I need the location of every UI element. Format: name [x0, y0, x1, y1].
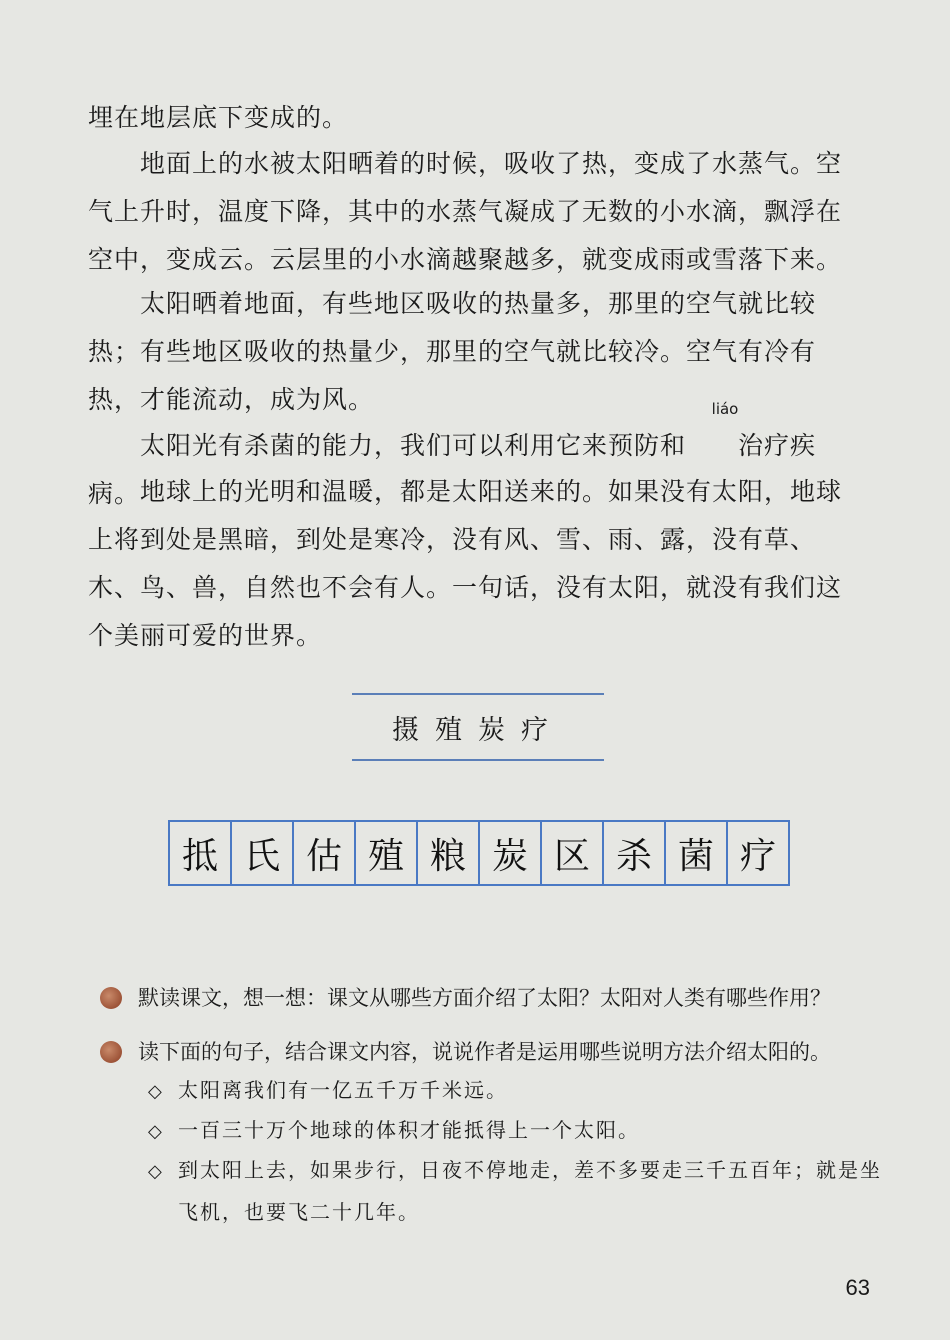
writing-cell: 估: [294, 822, 356, 884]
paragraph-2: 地面上的水被太阳晒着的时候，吸收了热，变成了水蒸气。空气上升时，温度下降，其中的水蒸气凝成了无数的小水滴，飘浮在空中，变成云。云层里的小水滴越聚越多，就变成雨或雪落下来。: [88, 149, 843, 274]
writing-cell: 氏: [232, 822, 294, 884]
question-1: [100, 983, 890, 1013]
writing-cell: 炭: [480, 822, 542, 884]
sentence-item-3: [148, 1150, 903, 1232]
writing-cell: 杀: [604, 822, 666, 884]
page-number: 63: [845, 1275, 870, 1300]
recognize-characters-box: 摄殖炭疗: [352, 693, 604, 761]
paragraph-4-text-after: 疗疾病。: [88, 431, 817, 508]
writing-grid: [168, 820, 790, 886]
ruby-char: [686, 400, 765, 470]
question-2: [100, 1037, 890, 1067]
writing-cell: 疗: [739, 835, 776, 877]
paragraph-1: 埋在地层底下变成的。: [88, 103, 349, 132]
writing-cell: 抵: [170, 822, 232, 884]
paragraph-4-text-before: 太阳光有杀菌的能力，我们可以利用它来预防和: [140, 431, 687, 460]
diamond-icon: ◇: [148, 1121, 162, 1142]
diamond-icon: ◇: [148, 1081, 162, 1102]
writing-cell: 菌: [666, 822, 728, 884]
question-2-text: 读下面的句子，结合课文内容，说说作者是运用哪些说明方法介绍太阳的。: [138, 1040, 831, 1064]
writing-cell: 殖: [356, 822, 418, 884]
writing-cell: 区: [542, 822, 604, 884]
sentence-2-text: 一百三十万个地球的体积才能抵得上一个太阳。: [178, 1118, 640, 1142]
ruby-base-char: 治: [738, 431, 765, 460]
question-bullet-icon: [100, 1041, 122, 1063]
sentence-item-2: [148, 1110, 873, 1152]
question-1-text: 默读课文，想一想：课文从哪些方面介绍了太阳？太阳对人类有哪些作用？: [138, 986, 831, 1010]
diamond-icon: ◇: [148, 1161, 162, 1182]
sentence-3-text: 到太阳上去，如果步行，日夜不停地走，差不多要走三千五百年；就是坐飞机，也要飞二十几年。: [178, 1158, 882, 1224]
pinyin-annotation: liáo: [711, 400, 739, 418]
paragraph-3: 太阳晒着地面，有些地区吸收的热量多，那里的空气就比较热；有些地区吸收的热量少，那里的空气就比较冷。空气有冷有热，才能流动，成为风。: [88, 289, 817, 414]
sentence-1-text: 太阳离我们有一亿五千万千米远。: [178, 1078, 508, 1102]
paragraph-5: 地球上的光明和温暖，都是太阳送来的。如果没有太阳，地球上将到处是黑暗，到处是寒冷，没有风、雪、雨、露，没有草、木、鸟、兽，自然也不会有人。一句话，没有太阳，就没有我们这个美丽可爱的世界。: [88, 477, 843, 650]
writing-cell: 粮: [418, 822, 480, 884]
sentence-item-1: [148, 1070, 873, 1112]
question-bullet-icon: [100, 987, 122, 1009]
